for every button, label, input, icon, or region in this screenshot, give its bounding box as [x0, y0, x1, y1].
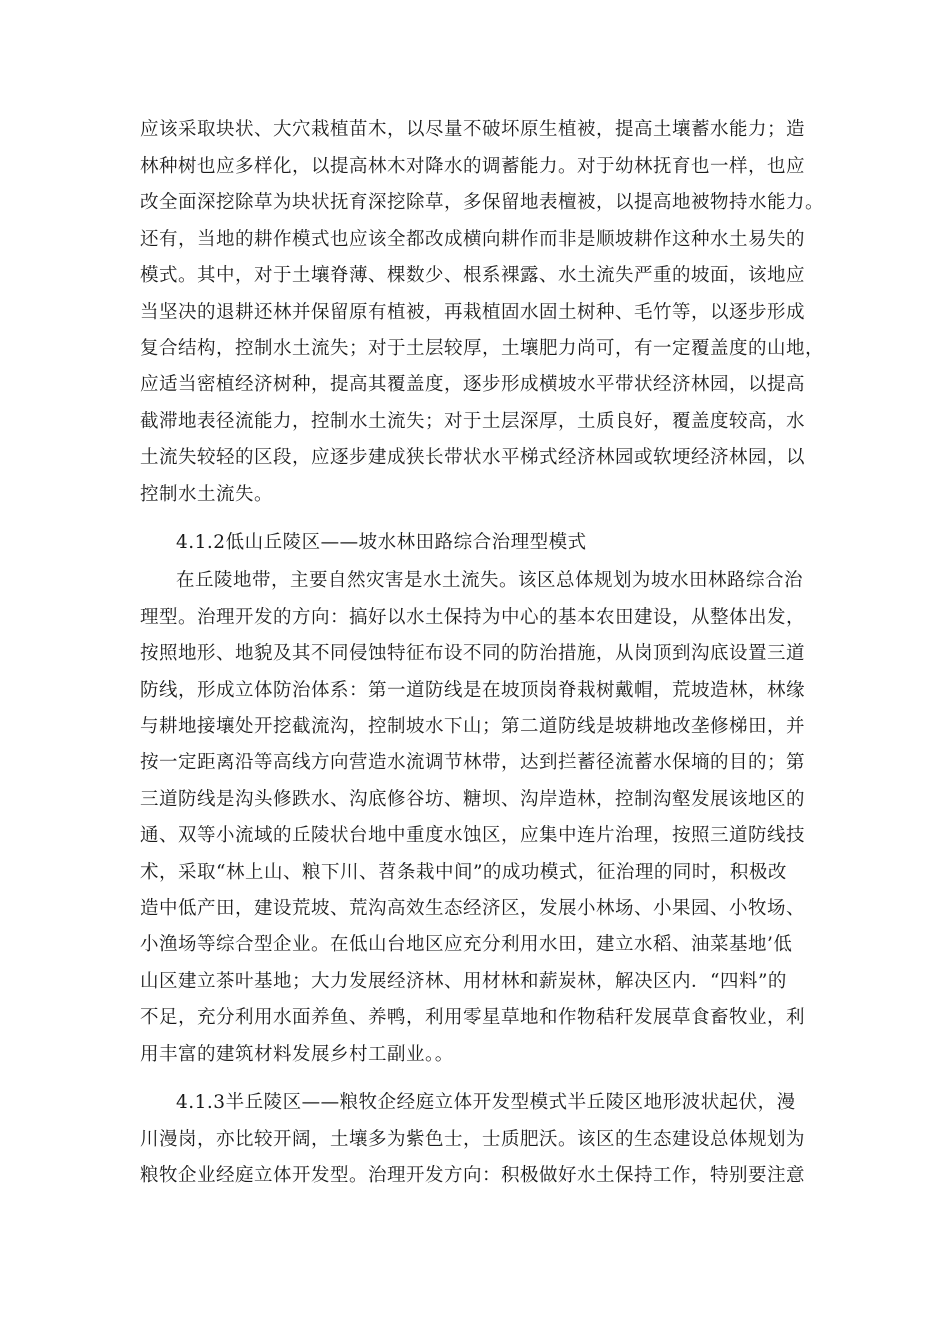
paragraph1-line: 应适当密植经济树种，提高其覆盖度，逐步形成横坡水平带状经济林园，以提高 [140, 374, 806, 395]
section2-line: 按照地形、地貌及其不同侵蚀特征布设不同的防治措施，从岗顶到沟底设置三道 [140, 643, 806, 664]
section2-heading: 4.1.2低山丘陵区——坡水林田路综合治理型模式 [176, 532, 587, 553]
paragraph1-line: 控制水土流失。 [140, 484, 274, 505]
paragraph1-line: 还有，当地的耕作模式也应该全都改成横向耕作而非是顺坡耕作这种水土易失的 [140, 229, 806, 250]
section2-line: 不足，充分利用水面养鱼、养鸭，利用零星草地和作物秸秆发展草食畜牧业，利 [140, 1007, 806, 1028]
section3-line: 4.1.3半丘陵区——粮牧企经庭立体开发型模式半丘陵区地形波状起伏，漫 [176, 1092, 796, 1113]
section2-line: 理型。治理开发的方向：搞好以水土保持为中心的基本农田建设，从整体出发， [140, 607, 806, 628]
paragraph1-line: 复合结构，控制水土流失；对于土层较厚，土壤肥力尚可，有一定覆盖度的山地， [140, 338, 825, 359]
section2-line: 在丘陵地带，主要自然灾害是水土流失。该区总体规划为坡水田林路综合治 [176, 570, 804, 591]
section2-line: 防线，形成立体防治体系：第一道防线是在坡顶岗脊栽树戴帽，荒坡造林，林缘 [140, 680, 806, 701]
section2-line: 用丰富的建筑材料发展乡村工副业。。 [140, 1044, 454, 1065]
paragraph1-line: 模式。其中，对于土壤脊薄、棵数少、根系裸露、水土流失严重的坡面，该地应 [140, 265, 806, 286]
section2-line: 通、双等小流域的丘陵状台地中重度水蚀区，应集中连片治理，按照三道防线技 [140, 825, 806, 846]
section3-line: 川漫岗，亦比较开阔，土壤多为紫色士，士质肥沃。该区的生态建设总体规划为 [140, 1129, 806, 1150]
paragraph1-line: 截滞地表径流能力，控制水土流失；对于土层深厚，土质良好，覆盖度较高，水 [140, 411, 806, 432]
section2-line: 山区建立茶叶基地；大力发展经济林、用材林和薪炭林，解决区内．“四料”的 [140, 971, 787, 992]
paragraph1-line: 土流失较轻的区段，应逐步建成狭长带状水平梯式经济林园或软埂经济林园，以 [140, 447, 806, 468]
paragraph1-line: 改全面深挖除草为块状抚育深挖除草，多保留地表檀被，以提高地被物持水能力。 [140, 192, 825, 213]
section2-line: 与耕地接壤处开挖截流沟，控制坡水下山；第二道防线是坡耕地改垄修梯田，并 [140, 716, 806, 737]
section3-line: 粮牧企业经庭立体开发型。治理开发方向：积极做好水土保持工作，特别要注意 [140, 1165, 806, 1186]
section2-line: 三道防线是沟头修跌水、沟底修谷坊、糖坝、沟岸造林，控制沟壑发展该地区的 [140, 789, 806, 810]
section2-line: 术，采取“林上山、粮下川、苕条栽中间”的成功模式，征治理的同时，积极改 [140, 862, 787, 883]
paragraph1-line: 当坚决的退耕还林并保留原有植被，再栽植固水固土树种、毛竹等，以逐步形成 [140, 302, 806, 323]
section2-line: 按一定距离沿等高线方向营造水流调节林带，达到拦蓄径流蓄水保墒的目的；第 [140, 752, 806, 773]
paragraph1-line: 应该采取块状、大穴栽植苗木，以尽量不破坏原生植被，提高土壤蓄水能力；造 [140, 119, 806, 140]
paragraph1-line: 林种树也应多样化，以提高林木对降水的调蓄能力。对于幼林抚育也一样，也应 [140, 156, 806, 177]
section2-line: 造中低产田，建设荒坡、荒沟高效生态经济区，发展小林场、小果园、小牧场、 [140, 898, 806, 919]
section2-line: 小渔场等综合型企业。在低山台地区应充分利用水田，建立水稻、油菜基地’低 [140, 934, 793, 955]
